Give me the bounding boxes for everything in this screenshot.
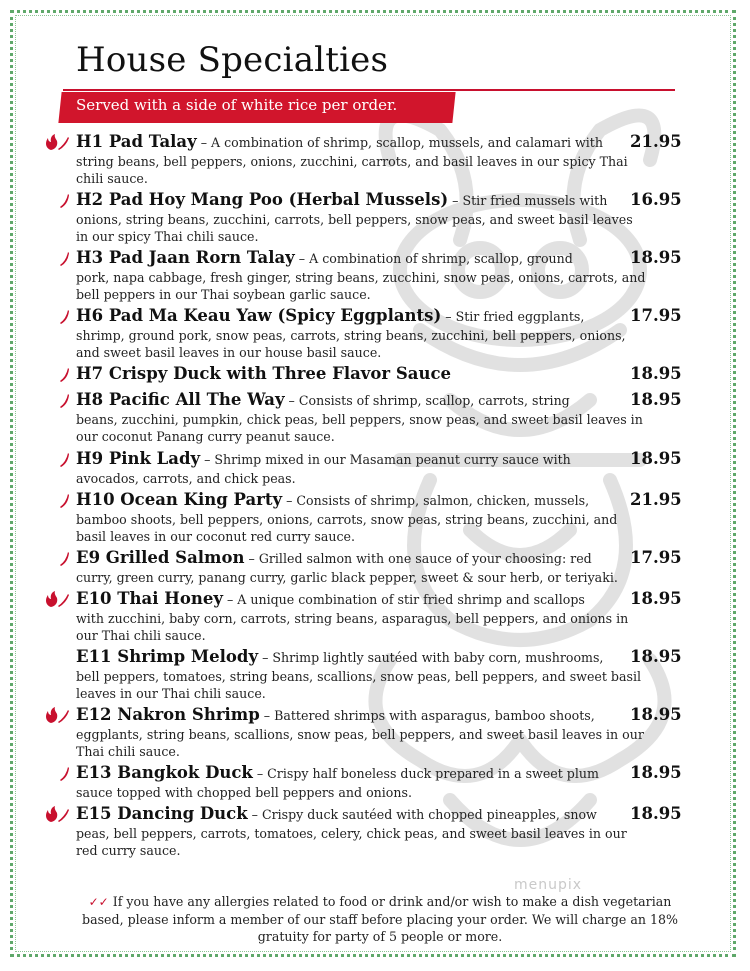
menu-item-description-lead: Grilled salmon with one sauce of your choosing: red — [258, 551, 592, 566]
menu-item-header — [0, 131, 750, 153]
menu-item-description: avocados, carrots, and chick peas. — [76, 471, 296, 486]
menu-item-description-lead: Shrimp mixed in our Masaman peanut curry sauce with — [214, 452, 571, 467]
dash-separator: – — [441, 309, 456, 324]
menu-item-description: with zucchini, baby corn, carrots, string beans, asparagus, bell peppers, and onions in our Thai chili sauce. — [76, 611, 629, 643]
menu-item-description: bamboo shoots, bell peppers, onions, carrots, snow peas, string beans, zucchini, and basil leaves in our coconut red curry sauce. — [76, 512, 618, 544]
menu-item-name — [76, 448, 571, 471]
menu-item-header — [0, 363, 750, 385]
menu-item — [0, 448, 750, 489]
menu-item-price: 18.95 — [630, 763, 682, 782]
footnote-text: If you have any allergies related to food or drink and/or wish to make a dish vegetarian based, please inform a member of our staff before placing your order. We will charge an 18% gratuity for party of 5 people or more. — [82, 894, 678, 944]
menu-item — [0, 363, 750, 389]
dish-name: H9 Pink Lady — [76, 449, 201, 468]
menu-item-description: sauce topped with chopped bell peppers and onions. — [76, 785, 412, 800]
menu-item-header — [0, 704, 750, 726]
dash-separator: – — [200, 452, 215, 467]
fire-chili-icon — [44, 805, 68, 823]
banner-text: Served with a side of white rice per order. — [76, 96, 398, 114]
check-icon: ✓✓ — [88, 895, 109, 909]
menu-item-description: bell peppers, tomatoes, string beans, scallions, snow peas, bell peppers, and sweet basil leaves in our Thai chili sauce. — [76, 669, 642, 701]
dish-name: H6 Pad Ma Keau Yaw (Spicy Eggplants) — [76, 306, 442, 325]
menu-item-price: 17.95 — [630, 548, 682, 567]
menu-item-header — [0, 448, 750, 470]
dash-separator: – — [294, 251, 310, 266]
menu-item-description-lead: Crispy half boneless duck prepared in a sweet plum — [267, 766, 599, 781]
menu-item-name — [76, 189, 607, 212]
menu-item-description-lead: Stir fried eggplants, — [455, 309, 585, 324]
dish-name: H7 Crispy Duck with Three Flavor Sauce — [76, 364, 451, 383]
title-rule — [63, 89, 675, 91]
menu-item-price: 18.95 — [630, 804, 682, 823]
dash-separator: – — [247, 807, 262, 822]
menu-item-name — [76, 305, 584, 328]
menu-item-header — [0, 803, 750, 825]
menu-item-price: 18.95 — [630, 390, 682, 409]
dash-separator: – — [448, 193, 463, 208]
menu-item-description-lead: A combination of shrimp, scallop, ground — [309, 251, 573, 266]
menu-item-name — [76, 704, 595, 727]
menu-item-description: onions, string beans, zucchini, carrots, bell peppers, snow peas, and sweet basil leaves in our spicy Thai chili sauce. — [76, 212, 633, 244]
menu-item-list — [0, 131, 750, 861]
dish-name: H10 Ocean King Party — [76, 490, 283, 509]
dish-name: H2 Pad Hoy Mang Poo (Herbal Mussels) — [76, 190, 449, 209]
dash-separator: – — [252, 766, 268, 781]
menu-item-description-lead: Crispy duck sautéed with chopped pineapples, snow — [261, 807, 597, 822]
menu-item-name — [76, 363, 451, 385]
dish-name: H8 Pacific All The Way — [76, 390, 285, 409]
fire-chili-icon — [44, 706, 68, 724]
menu-item-name — [76, 646, 603, 669]
dash-separator: – — [196, 135, 212, 150]
dish-name: E11 Shrimp Melody — [76, 647, 259, 666]
menu-item — [0, 131, 750, 189]
dish-name: E13 Bangkok Duck — [76, 763, 253, 782]
dish-name: H1 Pad Talay — [76, 132, 197, 151]
menu-item-description: pork, napa cabbage, fresh ginger, string beans, zucchini, snow peas, onions, carrots, and bell peppers in our Thai soybean garlic sauce. — [76, 270, 646, 302]
menu-item-price: 18.95 — [630, 364, 682, 383]
menu-item — [0, 547, 750, 588]
menu-item-description: string beans, bell peppers, onions, zucchini, carrots, and basil leaves in our spicy Thai chili sauce. — [76, 154, 628, 186]
menu-item-description-lead: Battered shrimps with asparagus, bamboo shoots, — [274, 708, 595, 723]
menu-item-description-lead: Consists of shrimp, scallop, carrots, string — [298, 393, 570, 408]
menu-item — [0, 646, 750, 704]
dash-separator: – — [284, 393, 299, 408]
fire-chili-icon — [44, 590, 68, 608]
dash-separator: – — [258, 650, 273, 665]
allergy-footnote — [70, 893, 690, 945]
menu-item-description-lead: Stir fried mussels with — [462, 193, 608, 208]
menupix-watermark: menupix — [514, 877, 583, 893]
menu-item-header — [0, 305, 750, 327]
menu-item-description-lead: Consists of shrimp, salmon, chicken, mussels, — [296, 493, 590, 508]
dash-separator: – — [259, 708, 275, 723]
menu-item-price: 21.95 — [630, 490, 682, 509]
menu-item-description: peas, bell peppers, carrots, tomatoes, celery, chick peas, and sweet basil leaves in our red curry sauce. — [76, 826, 627, 858]
menu-item-description: shrimp, ground pork, snow peas, carrots, string beans, zucchini, bell peppers, onions, and sweet basil leaves in our house basil sauce. — [76, 328, 626, 360]
menu-item — [0, 305, 750, 363]
menu-item-name — [76, 588, 585, 611]
menu-item-name — [76, 389, 570, 412]
fire-chili-icon — [44, 133, 68, 151]
menu-item-price: 18.95 — [630, 449, 682, 468]
dish-name: H3 Pad Jaan Rorn Talay — [76, 248, 295, 267]
menu-item — [0, 762, 750, 803]
menu-item — [0, 588, 750, 646]
menu-item-name — [76, 131, 603, 154]
menu-item-header — [0, 389, 750, 411]
dish-name: E10 Thai Honey — [76, 589, 223, 608]
menu-item — [0, 704, 750, 762]
menu-item-name — [76, 489, 589, 512]
menu-item-description-lead: A combination of shrimp, scallop, mussels, and calamari with — [211, 135, 603, 150]
menu-item-header — [0, 189, 750, 211]
menu-item-price: 18.95 — [630, 589, 682, 608]
menu-item — [0, 489, 750, 547]
menu-item-header — [0, 547, 750, 569]
dish-name: E15 Dancing Duck — [76, 804, 248, 823]
menu-item-price: 17.95 — [630, 306, 682, 325]
menu-item-description: eggplants, string beans, scallions, snow peas, bell peppers, and sweet basil leaves in our Thai chili sauce. — [76, 727, 644, 759]
menu-item-price: 18.95 — [630, 647, 682, 666]
menu-item — [0, 389, 750, 448]
menu-item-name — [76, 803, 597, 826]
page-title: House Specialties — [76, 40, 389, 80]
menu-item-header — [0, 247, 750, 269]
menu-item-header — [0, 489, 750, 511]
menu-item-price: 18.95 — [630, 248, 682, 267]
menu-item-name — [76, 547, 592, 570]
menu-item-header — [0, 646, 750, 668]
menu-item-name — [76, 762, 599, 785]
dish-name: E9 Grilled Salmon — [76, 548, 245, 567]
menu-item-description: beans, zucchini, pumpkin, chick peas, bell peppers, snow peas, and sweet basil leaves in our coconut Panang curry peanut sauce. — [76, 412, 643, 444]
dash-separator: – — [222, 592, 238, 607]
dash-separator: – — [244, 551, 259, 566]
menu-item-price: 18.95 — [630, 705, 682, 724]
menu-item-price: 16.95 — [630, 190, 682, 209]
menu-item-description-lead: Shrimp lightly sautéed with baby corn, mushrooms, — [272, 650, 604, 665]
menu-item-description: curry, green curry, panang curry, garlic black pepper, sweet & sour herb, or teriyaki. — [76, 570, 618, 585]
menu-item-price: 21.95 — [630, 132, 682, 151]
menu-item-description-lead: A unique combination of stir fried shrimp and scallops — [237, 592, 585, 607]
menu-item — [0, 803, 750, 861]
menu-item — [0, 189, 750, 247]
menu-item-header — [0, 588, 750, 610]
dish-name: E12 Nakron Shrimp — [76, 705, 260, 724]
menu-item-header — [0, 762, 750, 784]
menu-item-name — [76, 247, 573, 270]
dash-separator: – — [282, 493, 297, 508]
menu-item — [0, 247, 750, 305]
